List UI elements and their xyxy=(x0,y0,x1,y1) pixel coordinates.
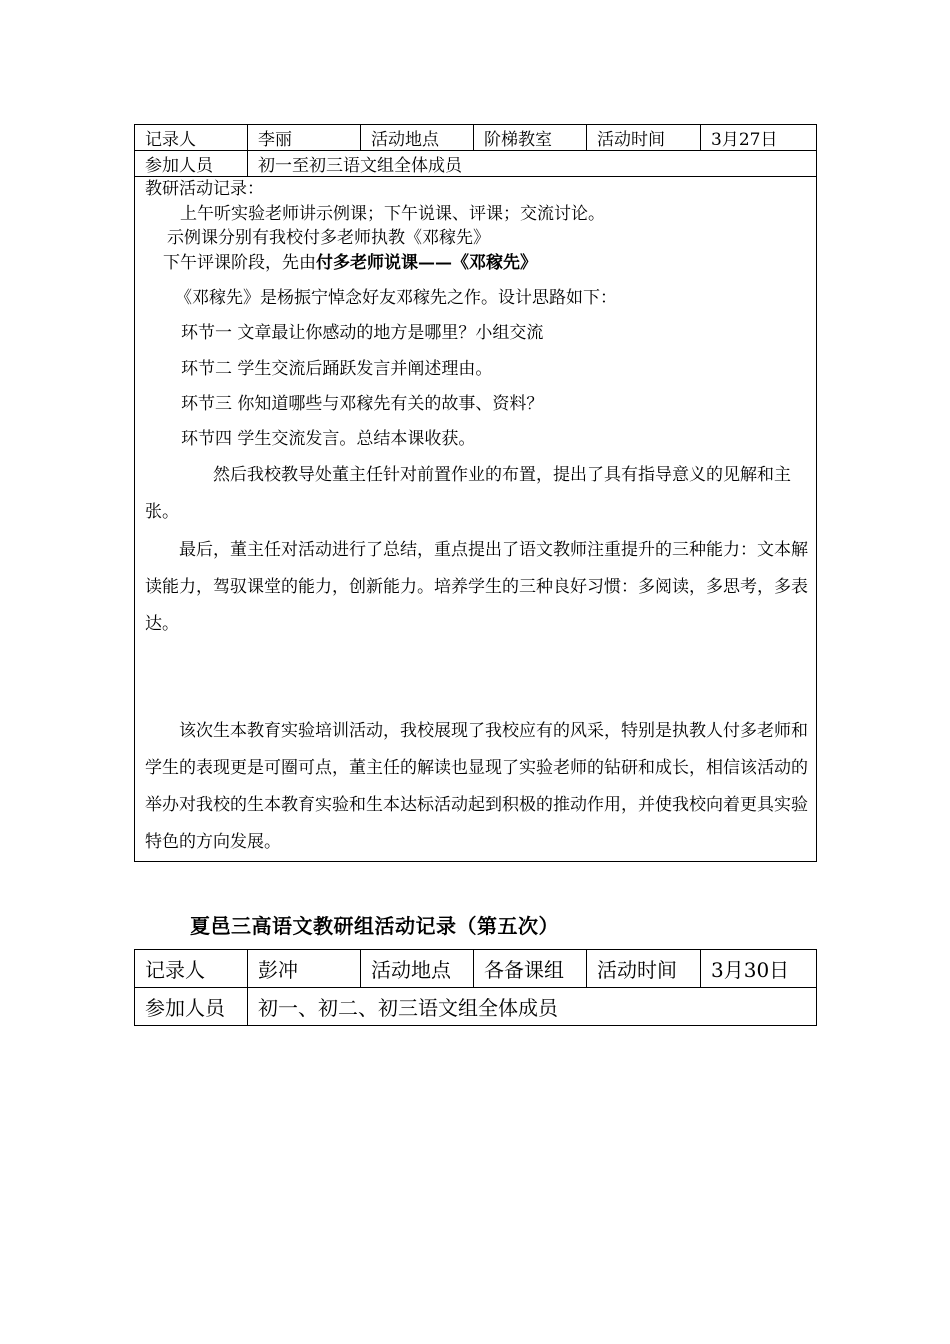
participants-label: 参加人员 xyxy=(135,988,248,1026)
summary-para-3: 该次生本教育实验培训活动，我校展现了我校应有的风采，特别是执教人付多老师和学生的表现更是可圈可点，董主任的解读也显现了实验老师的钻研和成长，相信该活动的举办对我校的生本教育实验和生本达标活动起到积极的推动作用，并使我校向着更具实验特色的方向发展。 xyxy=(145,721,808,852)
location-label: 活动地点 xyxy=(361,125,474,151)
summary-para-1: 然后我校教导处董主任针对前置作业的布置，提出了具有指导意义的见解和主张。 xyxy=(145,465,791,522)
recorder-label: 记录人 xyxy=(135,950,248,988)
summary-para-2: 最后，董主任对活动进行了总结，重点提出了语文教师注重提升的三种能力：文本解读能力，驾驭课堂的能力，创新能力。培养学生的三种良好习惯：多阅读，多思考，多表达。 xyxy=(145,540,808,634)
participants-label: 参加人员 xyxy=(135,151,248,177)
participants-value: 初一、初二、初三语文组全体成员 xyxy=(248,988,817,1026)
location-value: 阶梯教室 xyxy=(474,125,587,151)
record-body-cell xyxy=(135,177,817,862)
record-line-2: 示例课分别有我校付多老师执教《邓稼先》 xyxy=(167,228,490,248)
time-label: 活动时间 xyxy=(587,950,701,988)
record-line-1: 上午听实验老师讲示例课；下午说课、评课；交流讨论。 xyxy=(180,204,605,224)
time-value: 3月27日 xyxy=(701,125,817,151)
recorder-value: 彭冲 xyxy=(248,950,361,988)
design-intro: 《邓稼先》是杨振宁悼念好友邓稼先之作。设计思路如下： xyxy=(175,288,617,308)
record-line-3 xyxy=(163,252,808,274)
location-label: 活动地点 xyxy=(361,950,474,988)
time-value: 3月30日 xyxy=(701,950,817,988)
record-table-4 xyxy=(134,124,817,862)
record-line-3-plain: 下午评课阶段，先由 xyxy=(163,253,316,273)
recorder-label: 记录人 xyxy=(135,125,248,151)
recorder-value: 李丽 xyxy=(248,125,361,151)
record-5-title: 夏邑三高语文教研组活动记录（第五次） xyxy=(190,914,559,938)
time-label: 活动时间 xyxy=(587,125,701,151)
record-body xyxy=(135,177,816,861)
location-value: 各备课组 xyxy=(474,950,587,988)
design-step-4: 环节四 学生交流发言。总结本课收获。 xyxy=(181,429,476,449)
record-table-5 xyxy=(134,949,817,1026)
record-heading: 教研活动记录： xyxy=(145,179,264,199)
design-step-3: 环节三 你知道哪些与邓稼先有关的故事、资料？ xyxy=(181,394,544,414)
design-step-2: 环节二 学生交流后踊跃发言并阐述理由。 xyxy=(181,359,493,379)
design-step-1: 环节一 文章最让你感动的地方是哪里？小组交流 xyxy=(181,323,544,343)
participants-value: 初一至初三语文组全体成员 xyxy=(248,151,817,177)
record-line-3-bold: 付多老师说课——《邓稼先》 xyxy=(316,253,537,273)
